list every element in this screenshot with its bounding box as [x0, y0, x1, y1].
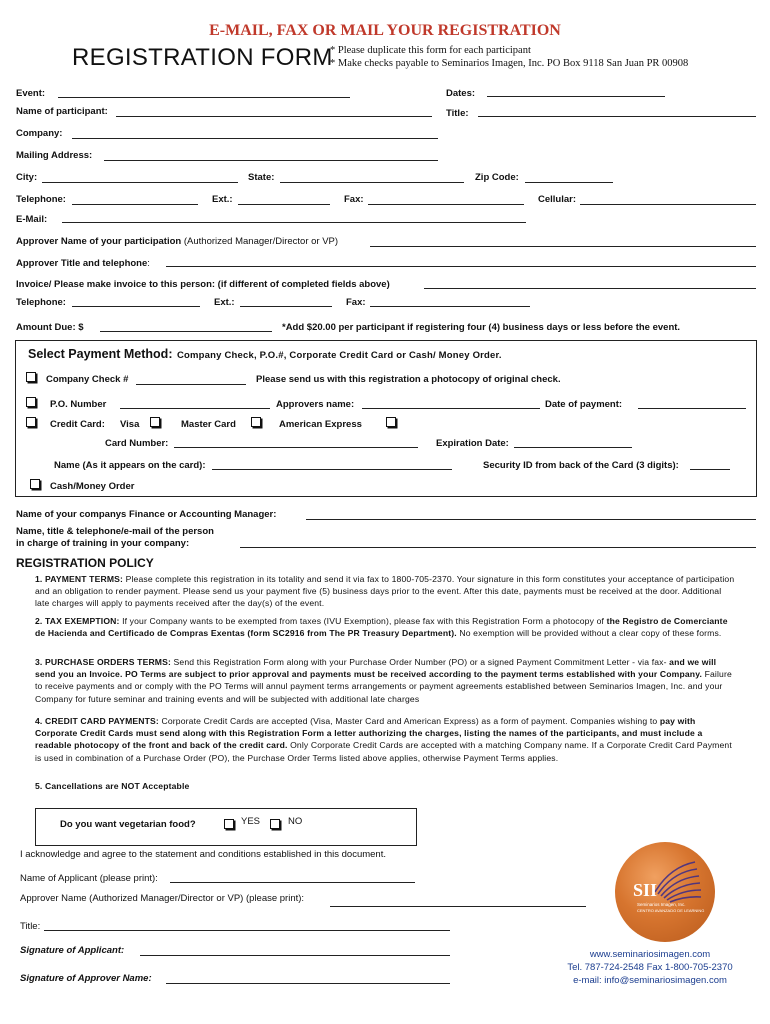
card-number-field[interactable] [174, 447, 418, 448]
payment-heading-big: Select Payment Method: [28, 347, 173, 361]
event-label: Event: [16, 88, 46, 99]
training-label-1: Name, title & telephone/e-mail of the person [16, 526, 214, 537]
zip-field[interactable] [525, 182, 613, 183]
ext-label: Ext.: [212, 194, 233, 205]
top-title: E-MAIL, FAX OR MAIL YOUR REGISTRATION [209, 22, 561, 39]
telephone-label: Telephone: [16, 194, 66, 205]
approver-title-label [16, 258, 150, 269]
inv-ext-field[interactable] [240, 306, 332, 307]
logo-line2: CENTRO AVANZADO DE LEARNING [637, 908, 705, 913]
company-logo [615, 842, 715, 942]
vegetarian-no-label: NO [288, 816, 303, 827]
security-id-field[interactable] [690, 469, 730, 470]
fax-label: Fax: [344, 194, 364, 205]
vegetarian-yes-label: YES [241, 816, 261, 827]
zip-label: Zip Code: [475, 172, 519, 183]
contact-email[interactable]: e-mail: info@seminariosimagen.com [573, 975, 727, 986]
check-note: Please send us with this registration a photocopy of original check. [256, 374, 561, 385]
cash-checkbox[interactable] [30, 479, 40, 489]
approver-name-label: Approver Name (Authorized Manager/Director or VP) (please print): [20, 893, 305, 904]
note-checks: * Make checks payable to Seminarios Imagen, Inc. PO Box 9118 San Juan PR 00908 [330, 58, 689, 69]
card-number-label: Card Number: [105, 438, 169, 449]
telephone-field[interactable] [72, 204, 198, 205]
applicant-name-label: Name of Applicant (please print): [20, 873, 158, 884]
po-field[interactable] [120, 408, 270, 409]
amex-checkbox[interactable] [386, 417, 396, 427]
logo-wings-icon [615, 842, 715, 942]
title-sign-field[interactable] [44, 930, 450, 931]
policy-cancellations: 5. Cancellations are NOT Acceptable [35, 781, 190, 791]
amount-label: Amount Due: $ [16, 322, 84, 333]
security-id-label: Security ID from back of the Card (3 digits): [483, 460, 679, 471]
approver-label-bold: Approver Name of your participation [16, 236, 182, 247]
company-check-label: Company Check # [46, 374, 129, 385]
title-field[interactable] [478, 116, 756, 117]
sig-approver-field[interactable] [166, 983, 450, 984]
name-on-card-field[interactable] [212, 469, 452, 470]
contact-web[interactable]: www.seminariosimagen.com [589, 949, 711, 960]
approver-name-field[interactable] [330, 906, 586, 907]
policy-payment-terms: 1. PAYMENT TERMS: Please complete this registration in its totality and send it via fax to 1800-705-2370. Your signature in this form constitutes your acceptance of participation and an obligation to render payment. Please send us your payment five (5) business days prior to the event. After this date, payments must be received at the door. Additional late charges will apply to payments received after the day(s) of the event. [35, 574, 735, 609]
note-duplicate: * Please duplicate this form for each participant [330, 45, 531, 56]
inv-fax-field[interactable] [370, 306, 530, 307]
visa-checkbox[interactable] [150, 417, 160, 427]
participant-field[interactable] [116, 116, 432, 117]
master-card-checkbox[interactable] [251, 417, 261, 427]
po-label: P.O. Number [50, 399, 107, 410]
date-of-payment-field[interactable] [638, 408, 746, 409]
amount-field[interactable] [100, 331, 272, 332]
approver-label [16, 236, 338, 247]
email-label: E-Mail: [16, 214, 48, 225]
payment-heading-small: Company Check, P.O.#, Corporate Credit Card or Cash/ Money Order. [176, 350, 502, 361]
state-field[interactable] [280, 182, 464, 183]
sig-applicant-label: Signature of Applicant: [20, 945, 125, 956]
mailing-field[interactable] [104, 160, 438, 161]
finance-field[interactable] [306, 519, 756, 520]
sig-applicant-field[interactable] [140, 955, 450, 956]
name-on-card-label: Name (As it appears on the card): [54, 460, 206, 471]
form-title: REGISTRATION FORM [72, 44, 333, 71]
inv-telephone-label: Telephone: [16, 297, 66, 308]
invoice-field[interactable] [424, 288, 756, 289]
credit-card-label: Credit Card: [50, 419, 105, 430]
vegetarian-yes-checkbox[interactable] [224, 819, 234, 829]
date-of-payment-label: Date of payment: [545, 399, 623, 410]
invoice-label: Invoice/ Please make invoice to this person: (if different of completed fields above) [16, 279, 390, 290]
vegetarian-no-checkbox[interactable] [270, 819, 280, 829]
applicant-name-field[interactable] [170, 882, 415, 883]
participant-label: Name of participant: [16, 106, 108, 117]
policy-tax-exemption: 2. TAX EXEMPTION: If your Company wants to be exempted from taxes (IVU Exemption), please fax with this Registration Form a photocopy of the Registro de Comerciante de Hacienda and Certificado de Compras Exentas (form SC2916 from The PR Treasury Department). No exemption will be provided without a clear copy of these forms. [35, 616, 728, 639]
expiration-label: Expiration Date: [436, 438, 509, 449]
approver-title-text: Approver Title and telephone [16, 258, 148, 269]
expiration-field[interactable] [514, 447, 632, 448]
logo-line1: Seminarios Imagen, Inc. [637, 902, 686, 907]
finance-label: Name of your companys Finance or Accounting Manager: [16, 509, 277, 520]
approver-title-colon: : [147, 258, 150, 269]
amex-label: American Express [279, 419, 362, 430]
vegetarian-question: Do you want vegetarian food? [60, 819, 196, 830]
master-card-label: Master Card [181, 419, 236, 430]
email-field[interactable] [62, 222, 526, 223]
fax-field[interactable] [368, 204, 524, 205]
policy-purchase-orders: 3. PURCHASE ORDERS TERMS: Send this Registration Form along with your Purchase Order Number (PO) or a signed Payment Commitment Letter - via fax- and we will send you an Invoice. PO Terms are subject to prior approval and payments must be received according to the payment terms established with your Company. Failure to receive payments and or comply with the PO Terms will annul payment terms arrangements or payment agreements established between Seminarios Imagen, Inc. and your Company for future seminar and training events and will be subjected with additional late charges [35, 657, 732, 704]
approver-title-field[interactable] [166, 266, 756, 267]
title-label: Title: [446, 108, 469, 119]
training-field[interactable] [240, 547, 756, 548]
po-checkbox[interactable] [26, 397, 36, 407]
title-sign-label: Title: [20, 921, 41, 932]
visa-label: Visa [120, 419, 140, 430]
company-check-checkbox[interactable] [26, 372, 36, 382]
cash-label: Cash/Money Order [50, 481, 135, 492]
policy-credit-card: 4. CREDIT CARD PAYMENTS: Corporate Credit Cards are accepted (Visa, Master Card and American Express) as a form of payment. Companies wishing to pay with Corporate Credit Cards must send along with this Registration Form a letter authorizing the charges, listing the names of the participants, and must include a readable photocopy of the front and back of the credit card. Only Corporate Credit Cards are accepted with a matching Company name. If a Corporate Credit Card Payment is used in combination of a Purchase Order (PO), the Purchase Order Terms listed above applies, otherwise Payment Terms applies. [35, 716, 732, 763]
mailing-label: Mailing Address: [16, 150, 93, 161]
sig-approver-label: Signature of Approver Name: [20, 973, 152, 984]
inv-fax-label: Fax: [346, 297, 366, 308]
state-label: State: [248, 172, 275, 183]
dates-label: Dates: [446, 88, 476, 99]
event-field[interactable] [58, 97, 350, 98]
city-label: City: [16, 172, 38, 183]
cellular-field[interactable] [580, 204, 756, 205]
contact-phone: Tel. 787-724-2548 Fax 1-800-705-2370 [567, 962, 733, 973]
amount-note: *Add $20.00 per participant if registering four (4) business days or less before the event. [282, 322, 681, 333]
company-field[interactable] [72, 138, 438, 139]
cellular-label: Cellular: [538, 194, 577, 205]
inv-ext-label: Ext.: [214, 297, 235, 308]
ext-field[interactable] [238, 204, 330, 205]
payment-heading [28, 345, 502, 363]
policy-heading: REGISTRATION POLICY [16, 556, 154, 570]
inv-telephone-field[interactable] [72, 306, 200, 307]
city-field[interactable] [42, 182, 238, 183]
approvers-name-field[interactable] [362, 408, 540, 409]
approver-label-note: (Authorized Manager/Director or VP) [183, 236, 339, 247]
credit-card-checkbox[interactable] [26, 417, 36, 427]
training-label-2: in charge of training in your company: [16, 538, 190, 549]
company-label: Company: [16, 128, 63, 139]
company-check-field[interactable] [136, 384, 246, 385]
approvers-name-label: Approvers name: [276, 399, 355, 410]
acknowledge-text: I acknowledge and agree to the statement and conditions established in this document. [20, 849, 386, 860]
logo-initials: SII [633, 880, 658, 900]
approver-field[interactable] [370, 246, 756, 247]
dates-field[interactable] [487, 96, 665, 97]
